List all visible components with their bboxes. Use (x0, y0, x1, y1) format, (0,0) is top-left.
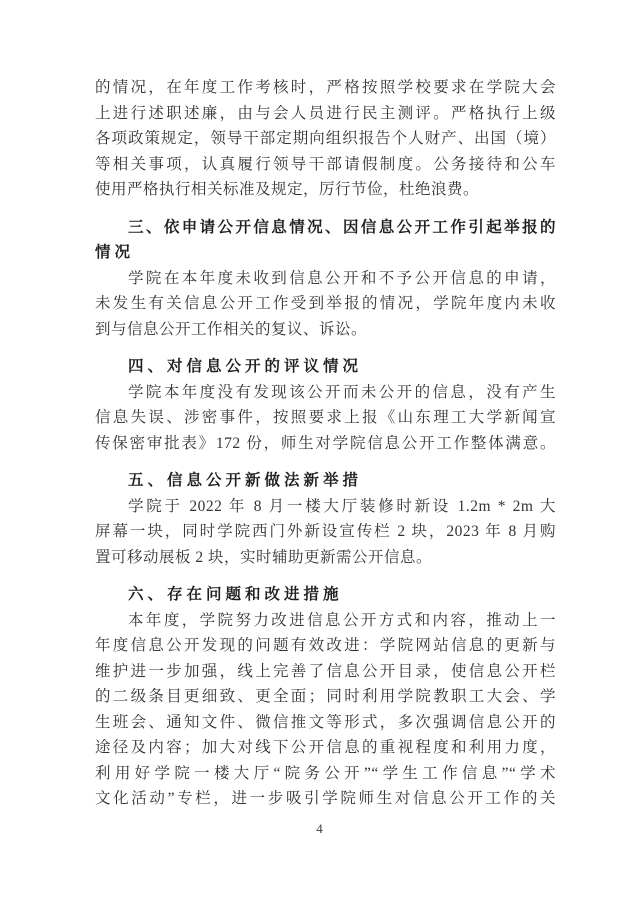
paragraph-section-4 (95, 380, 556, 457)
section-heading-5 (95, 468, 556, 494)
text-line: 的二级条目更细致、更全面；同时利用学院教职工大会、学 (95, 688, 556, 705)
section-heading-4 (95, 354, 556, 380)
text-line: 生班会、通知文件、微信推文等形式，多次强调信息公开的 (95, 713, 556, 731)
document-content (95, 75, 556, 812)
heading-line: 三、依申请公开信息情况、因信息公开工作引起举报的 (128, 218, 556, 236)
text-line: 使用严格执行相关标准及规定，厉行节俭，杜绝浪费。 (95, 181, 480, 198)
text-line: 学院本年度没有发现该公开而未公开的信息，没有产生 (128, 383, 556, 401)
heading-line: 四、对信息公开的评议情况 (128, 358, 363, 375)
text-line: 信息失误、涉密事件，按照要求上报《山东理工大学新闻宣 (95, 409, 556, 426)
text-line: 途径及内容；加大对线下公开信息的重视程度和利用力度， (95, 739, 556, 756)
paragraph-section-6 (95, 608, 556, 812)
text-line: 本年度，学院努力改进信息公开方式和内容，推动上一 (128, 611, 556, 629)
text-line: 的情况，在年度工作考核时，严格按照学校要求在学院大会 (95, 79, 556, 96)
text-line: 年度信息公开发现的问题有效改进：学院网站信息的更新与 (95, 637, 556, 654)
paragraph-section-3 (95, 266, 556, 343)
text-line: 学院于 2022 年 8 月一楼大厅装修时新设 1.2m * 2m 大 (128, 497, 556, 515)
text-line: 未发生有关信息公开工作受到举报的情况，学院年度内未收 (95, 295, 556, 312)
page-number: 4 (316, 821, 323, 836)
text-line: 上进行述职述廉，由与会人员进行民主测评。严格执行上级 (95, 104, 556, 122)
text-line: 置可移动展板 2 块，实时辅助更新需公开信息。 (95, 548, 433, 566)
paragraph-continued (95, 75, 556, 203)
heading-line: 五、信息公开新做法新举措 (128, 472, 363, 489)
text-line: 到与信息公开工作相关的复议、诉讼。 (95, 320, 368, 338)
text-line: 传保密审批表》172 份，师生对学院信息公开工作整体满意。 (95, 434, 556, 452)
text-line: 文化活动”专栏，进一步吸引学院师生对信息公开工作的关 (95, 790, 556, 807)
text-line: 利用好学院一楼大厅“院务公开”“学生工作信息”“学术 (95, 764, 556, 782)
text-line: 各项政策规定，领导干部定期向组织报告个人财产、出国（境） (95, 130, 556, 147)
text-line: 等相关事项，认真履行领导干部请假制度。公务接待和公车 (95, 155, 556, 173)
heading-line: 六、存在问题和改进措施 (128, 586, 343, 603)
heading-line: 情况 (95, 244, 135, 261)
paragraph-section-5 (95, 494, 556, 571)
section-heading-6 (95, 582, 556, 608)
text-line: 学院在本年度未收到信息公开和不予公开信息的申请， (128, 269, 556, 287)
text-line: 维护进一步加强，线上完善了信息公开目录，使信息公开栏 (95, 662, 556, 680)
section-heading-3 (95, 215, 556, 266)
text-line: 屏幕一块，同时学院西门外新设宣传栏 2 块，2023 年 8 月购 (95, 523, 556, 540)
